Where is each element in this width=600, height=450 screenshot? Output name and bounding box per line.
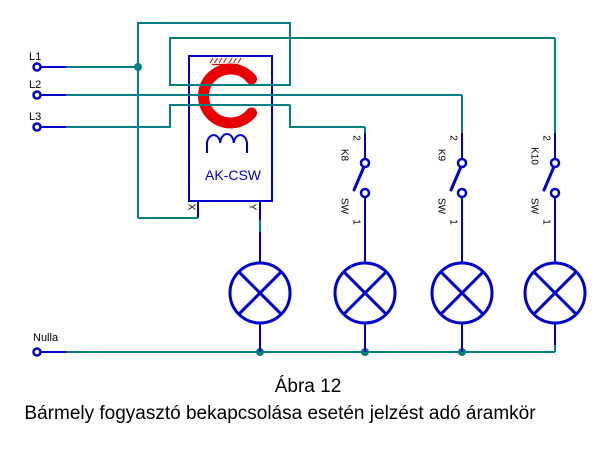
current-relay-box (186, 56, 273, 221)
terminal-label: L3 (29, 111, 42, 123)
terminals (29, 51, 66, 356)
terminal-nulla (33, 332, 66, 356)
lamps (230, 232, 585, 352)
switch-k10 (529, 133, 560, 263)
switch-contact-bottom-icon (361, 189, 369, 197)
contact-number-top: 2 (447, 135, 459, 141)
switch-contact-top-icon (361, 159, 369, 167)
switch-contact-top-icon (458, 159, 466, 167)
relay-label: AK-CSW (205, 167, 261, 183)
relay-pin-x-label: X (185, 203, 197, 211)
switch-k8 (339, 133, 370, 263)
terminal-l3 (29, 111, 66, 131)
terminal-label: L2 (29, 79, 42, 91)
switch-type: SW (528, 197, 540, 215)
switch-name: K8 (338, 148, 350, 162)
contact-number-bottom: 1 (350, 219, 362, 225)
switch-contact-bottom-icon (551, 189, 559, 197)
lamp-1 (230, 232, 290, 352)
terminal-l2 (29, 79, 66, 99)
switch-k9 (436, 133, 467, 263)
contact-number-bottom: 1 (540, 219, 552, 225)
switch-contact-top-icon (551, 159, 559, 167)
lamp-4 (525, 263, 585, 345)
contact-number-top: 2 (540, 135, 552, 141)
switch-name: K9 (435, 148, 447, 162)
relay-pin-y-label: Y (246, 203, 258, 211)
terminal-l1 (29, 51, 66, 71)
switch-name: K10 (528, 147, 540, 165)
terminal-circle-icon (34, 124, 41, 131)
switch-type: SW (338, 197, 350, 215)
switch-contact-bottom-icon (458, 189, 466, 197)
contact-number-top: 2 (350, 135, 362, 141)
lamp-2 (335, 263, 395, 352)
junction-dot (134, 63, 142, 71)
terminal-circle-icon (34, 349, 41, 356)
terminal-label: L1 (29, 51, 42, 63)
terminal-circle-icon (34, 64, 41, 71)
terminal-label: Nulla (33, 332, 59, 344)
switch-type: SW (435, 197, 447, 215)
contact-number-bottom: 1 (447, 219, 459, 225)
figure-caption: Bármely fogyasztó bekapcsolása esetén jelzést adó áramkör (24, 403, 536, 424)
terminal-circle-icon (34, 92, 41, 99)
figure-title: Ábra 12 (274, 376, 342, 397)
wire-net (66, 22, 555, 352)
lamp-3 (432, 263, 492, 352)
junction-dots (134, 63, 466, 356)
